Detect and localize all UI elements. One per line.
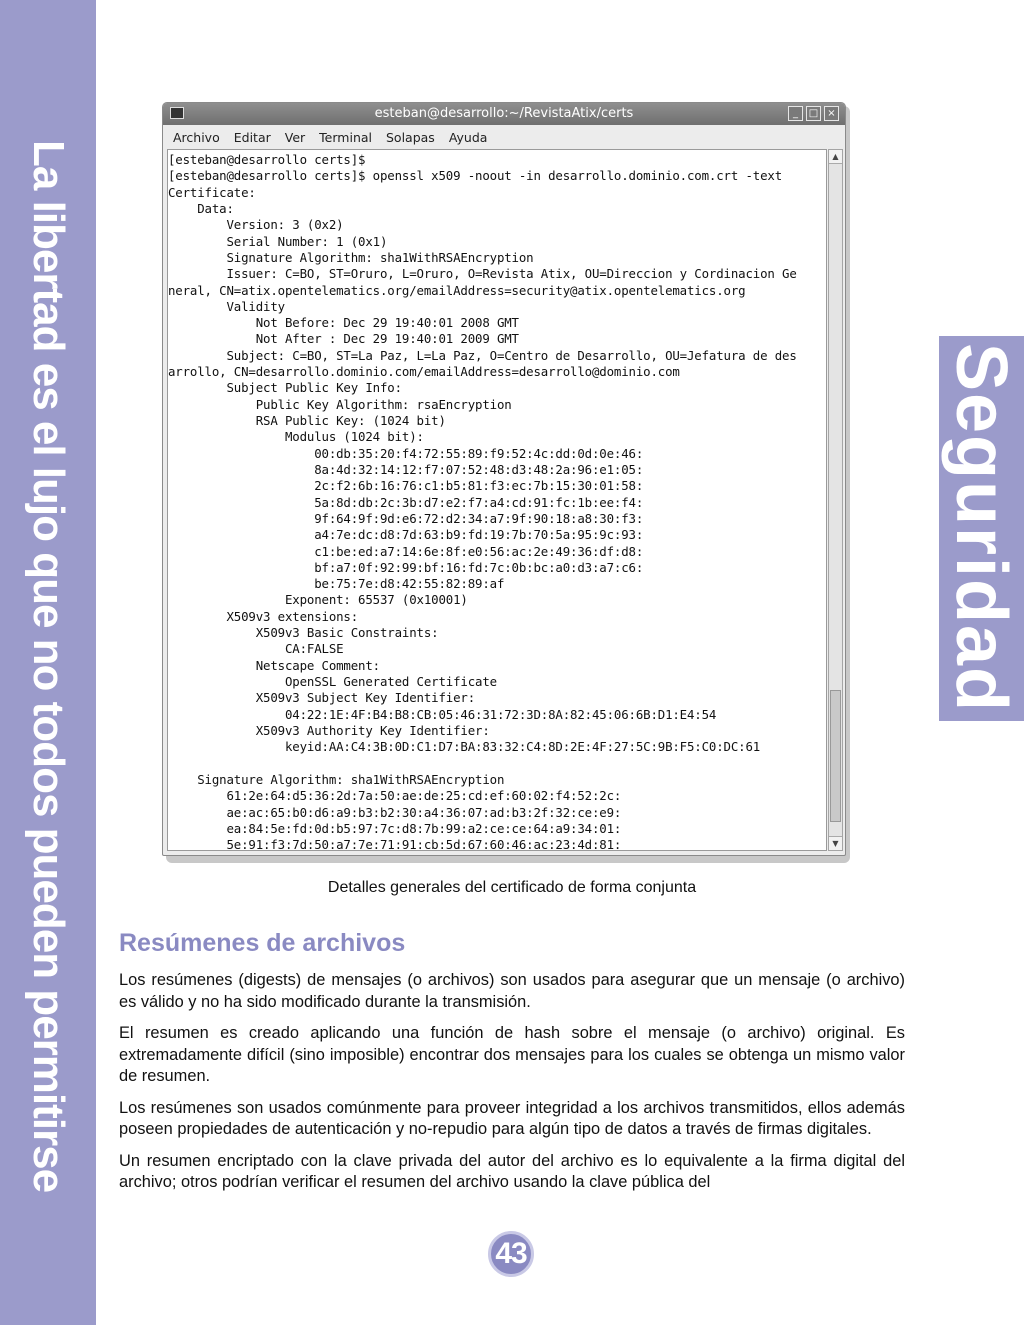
terminal-menubar: [163, 125, 845, 149]
terminal-line: ea:84:5e:fd:0d:b5:97:7c:d8:7b:99:a2:ce:ce:64:a9:34:01:: [226, 820, 622, 836]
terminal-line: Version: 3 (0x2): [226, 217, 344, 233]
terminal-window: [162, 102, 846, 856]
menu-terminal[interactable]: Terminal: [319, 129, 372, 145]
left-decorative-band: [0, 0, 96, 1325]
terminal-line: 5e:91:f3:7d:50:a7:7e:71:91:cb:5d:67:60:46:ac:23:4d:81:: [168, 837, 622, 851]
terminal-line: Modulus (1024 bit):: [284, 429, 424, 445]
terminal-line: 9f:64:9f:9d:e6:72:d2:34:a7:9f:90:18:a8:30:f3:: [314, 510, 644, 526]
terminal-line: X509v3 Basic Constraints:: [255, 625, 439, 641]
terminal-line: Public Key Algorithm: rsaEncryption: [255, 396, 512, 412]
terminal-title: esteban@desarrollo:~/RevistaAtix/certs: [374, 106, 634, 121]
menu-solapas[interactable]: Solapas: [386, 129, 435, 145]
menu-editar[interactable]: Editar: [233, 129, 271, 145]
scroll-up-arrow-icon[interactable]: ▲: [829, 150, 842, 164]
terminal-line: 61:2e:64:d5:36:2d:7a:50:ae:de:25:cd:ef:60:02:f4:52:2c:: [226, 788, 622, 804]
terminal-line: Signature Algorithm: sha1WithRSAEncryption: [226, 249, 534, 265]
terminal-line: 2c:f2:6b:16:76:c1:b5:81:f3:ec:7b:15:30:01:58:: [314, 478, 644, 494]
paragraph: El resumen es creado aplicando una función de hash sobre el mensaje (o archivo) original. Es extremadamente difícil (sino imposible) encontrar dos mensajes para los cuales se obtenga un mismo valor de resumen.: [119, 1024, 905, 1085]
terminal-line: RSA Public Key: (1024 bit): [255, 413, 446, 428]
terminal-line: Not Before: Dec 29 19:40:01 2008 GMT: [255, 315, 519, 331]
terminal-output[interactable]: [167, 149, 827, 851]
terminal-line: Netscape Comment:: [255, 657, 380, 673]
terminal-line: OpenSSL Generated Certificate: [284, 674, 497, 689]
terminal-line: X509v3 extensions:: [226, 608, 359, 624]
article-body: [119, 970, 905, 1204]
section-tab: [939, 336, 1024, 721]
terminal-line: a4:7e:dc:d8:7d:63:b9:fd:19:7b:70:5a:95:9c:93:: [314, 527, 644, 543]
terminal-line: be:75:7e:d8:42:55:82:89:af: [314, 576, 505, 592]
menu-ver[interactable]: Ver: [284, 129, 306, 145]
vertical-slogan: La libertad es el lujo que no todos pueden permitirse: [24, 140, 73, 1193]
paragraph: Los resúmenes (digests) de mensajes (o archivos) son usados para asegurar que un mensaje (o archivo) es válido y no ha sido modificado durante la transmisión.: [119, 971, 905, 1011]
minimize-button[interactable]: _: [788, 106, 803, 121]
terminal-line: Not After : Dec 29 19:40:01 2009 GMT: [255, 331, 519, 347]
section-heading: Resúmenes de archivos: [119, 929, 406, 957]
terminal-text: [168, 150, 826, 851]
terminal-line: Issuer: C=BO, ST=Oruro, L=Oruro, O=Revista Atix, OU=Direccion y Cordinacion Ge: [226, 266, 797, 282]
terminal-line: Validity: [226, 298, 285, 314]
page-number: 43: [488, 1231, 534, 1277]
terminal-line: Subject Public Key Info:: [226, 380, 402, 396]
scroll-thumb[interactable]: [830, 690, 841, 822]
terminal-line: Data:: [197, 200, 234, 216]
menu-archivo[interactable]: Archivo: [173, 129, 220, 145]
terminal-line: 8a:4d:32:14:12:f7:07:52:48:d3:48:2a:96:e1:05:: [314, 461, 644, 477]
terminal-line: bf:a7:0f:92:99:bf:16:fd:7c:0b:bc:a0:d3:a7:c6:: [314, 559, 644, 575]
close-button[interactable]: ×: [824, 106, 839, 121]
terminal-line: keyid:AA:C4:3B:0D:C1:D7:BA:83:32:C4:8D:2E:4F:27:5C:9B:F5:C0:DC:61: [284, 739, 761, 755]
terminal-line: CA:FALSE: [284, 641, 344, 657]
section-tab-label: Seguridad: [941, 342, 1021, 714]
terminal-line: X509v3 Subject Key Identifier:: [255, 690, 476, 706]
figure-caption: Detalles generales del certificado de forma conjunta: [327, 879, 697, 896]
terminal-titlebar[interactable]: [163, 103, 845, 125]
terminal-line: [esteban@desarrollo certs]$: [168, 152, 366, 167]
terminal-line: 00:db:35:20:f4:72:55:89:f9:52:4c:dd:0d:0e:46:: [314, 445, 644, 461]
window-controls: [788, 106, 839, 121]
terminal-scrollbar[interactable]: [828, 149, 843, 851]
terminal-line: arrollo, CN=desarrollo.dominio.com/emailAddress=desarrollo@dominio.com: [168, 364, 680, 380]
terminal-line: c1:be:ed:a7:14:6e:8f:e0:56:ac:2e:49:36:df:d8:: [314, 543, 644, 559]
terminal-line: 04:22:1E:4F:B4:B8:CB:05:46:31:72:3D:8A:82:45:06:6B:D1:E4:54: [284, 706, 717, 722]
paragraph: Un resumen encriptado con la clave privada del autor del archivo es lo equivalente a la firma digital del archivo; otros podrían verificar el resumen del archivo usando la clave pública del: [119, 1151, 905, 1191]
terminal-line: X509v3 Authority Key Identifier:: [255, 722, 490, 738]
paragraph: Los resúmenes son usados comúnmente para proveer integridad a los archivos transmitidos, ellos además poseen propiedades de autenticación y no-repudio para algún tipo de datos a través de firmas digitales.: [119, 1098, 905, 1138]
terminal-line: Subject: C=BO, ST=La Paz, L=La Paz, O=Centro de Desarrollo, OU=Jefatura de des: [226, 347, 797, 363]
terminal-line: Signature Algorithm: sha1WithRSAEncryption: [197, 771, 505, 787]
terminal-line: ae:ac:65:b0:d6:a9:b3:b2:30:a4:36:07:ad:b3:2f:32:ce:e9:: [226, 804, 622, 820]
scroll-down-arrow-icon[interactable]: ▼: [829, 836, 842, 850]
terminal-line: Serial Number: 1 (0x1): [226, 233, 388, 249]
terminal-line: neral, CN=atix.opentelematics.org/emailAddress=security@atix.opentelematics.org: [168, 282, 746, 298]
terminal-line: [esteban@desarrollo certs]$ openssl x509 -noout -in desarrollo.dominio.com.crt -text: [168, 168, 783, 184]
menu-ayuda[interactable]: Ayuda: [448, 129, 488, 145]
terminal-line: 5a:8d:db:2c:3b:d7:e2:f7:a4:cd:91:fc:1b:ee:f4:: [314, 494, 644, 510]
terminal-line: Certificate:: [168, 184, 256, 200]
terminal-line: Exponent: 65537 (0x10001): [284, 592, 468, 608]
maximize-button[interactable]: □: [806, 106, 821, 121]
